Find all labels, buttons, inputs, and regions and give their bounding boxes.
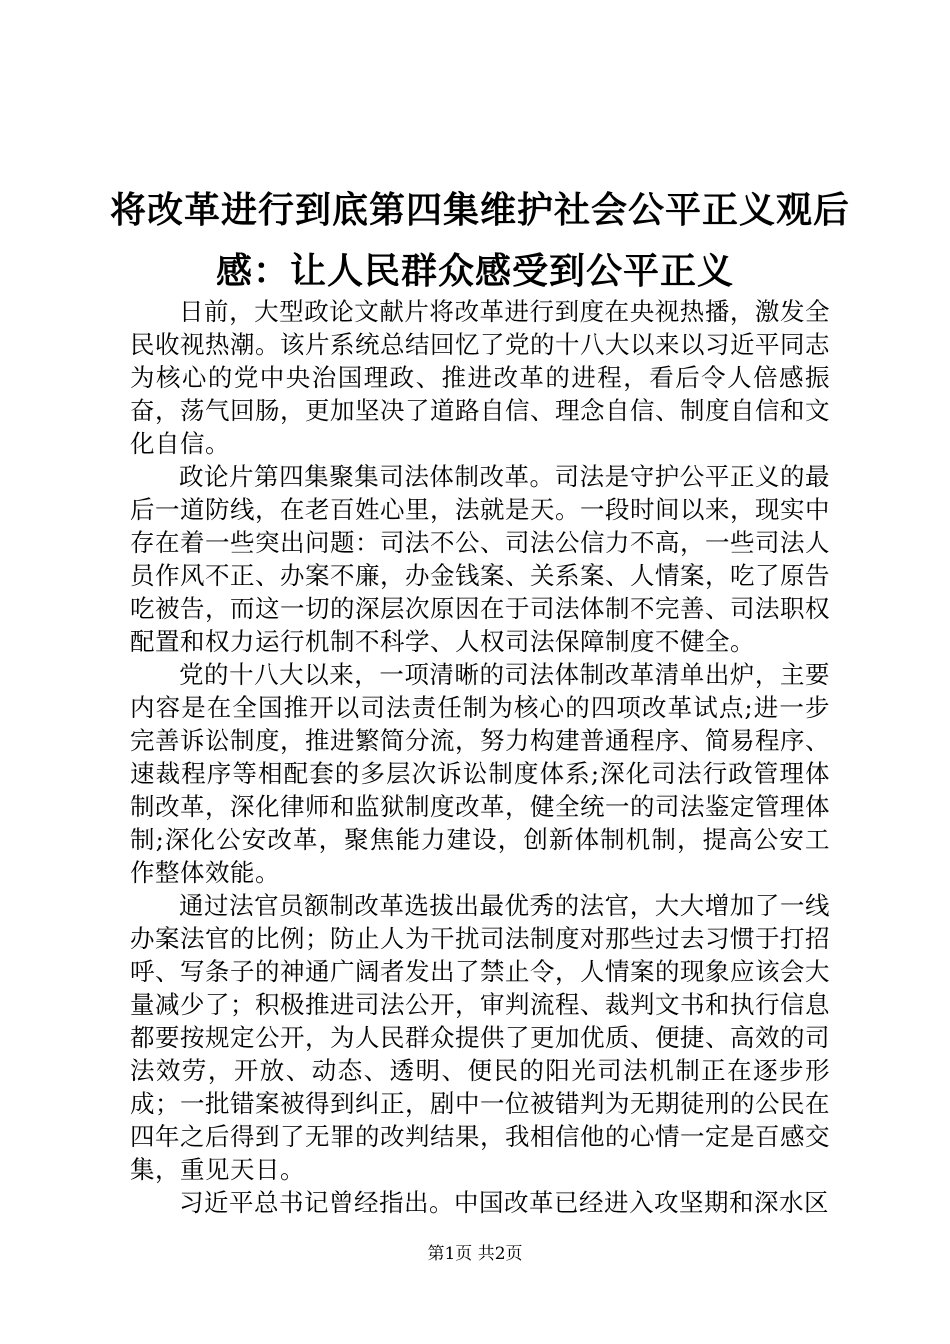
paragraph-2: 政论片第四集聚集司法体制改革。司法是守护公平正义的最后一道防线，在老百姓心里，法就是天。一段时间以来，现实中存在着一些突出问题：司法不公、司法公信力不高，一些司法人员作风不正、办案不廉，办金钱案、关系案、人情案，吃了原告吃被告，而这一切的深层次原因在于司法体制不完善、司法职权配置和权力运行机制不科学、人权司法保障制度不健全。 [130,462,830,656]
paragraph-5: 习近平总书记曾经指出。中国改革已经进入攻坚期和深水区 [179,1188,829,1217]
paragraph-3: 党的十八大以来，一项清晰的司法体制改革清单出炉，主要内容是在全国推开以司法责任制为核心的四项改革试点;进一步完善诉讼制度，推进繁简分流，努力构建普通程序、简易程序、速裁程序等相配套的多层次诉讼制度体系;深化司法行政管理体制改革，深化律师和监狱制度改革，健全统一的司法鉴定管理体制;深化公安改革，聚焦能力建设，创新体制机制，提高公安工作整体效能。 [130,660,830,887]
page-number-current: 第1页 [427,1244,473,1264]
title-line-1: 将改革进行到底第四集维护社会公平正义观后 [110,189,851,231]
page-number-total: 共2页 [477,1244,523,1264]
paragraph-4: 通过法官员额制改革选拔出最优秀的法官，大大增加了一线办案法官的比例；防止人为干扰司法制度对那些过去习惯于打招呼、写条子的神通广阔者发出了禁止令，人情案的现象应该会大量减少了；积极推进司法公开，审判流程、裁判文书和执行信息都要按规定公开，为人民群众提供了更加优质、便捷、高效的司法效劳，开放、动态、透明、便民的阳光司法机制正在逐步形成；一批错案被得到纠正，剧中一位被错判为无期徒刑的公民在四年之后得到了无罪的改判结果，我相信他的心情一定是百感交集，重见天日。 [130,891,830,1184]
document-title [110,180,851,302]
paragraph-1: 日前，大型政论文献片将改革进行到度在央视热播，激发全民收视热潮。该片系统总结回忆了党的十八大以来以习近平同志为核心的党中央治国理政、推进改革的进程，看后令人倍感振奋，荡气回肠，更加坚决了道路自信、理念自信、制度自信和文化自信。 [130,297,830,458]
page-footer [0,1242,950,1266]
document-body [130,295,830,1219]
title-line-2: 感：让人民群众感受到公平正义 [215,250,734,292]
